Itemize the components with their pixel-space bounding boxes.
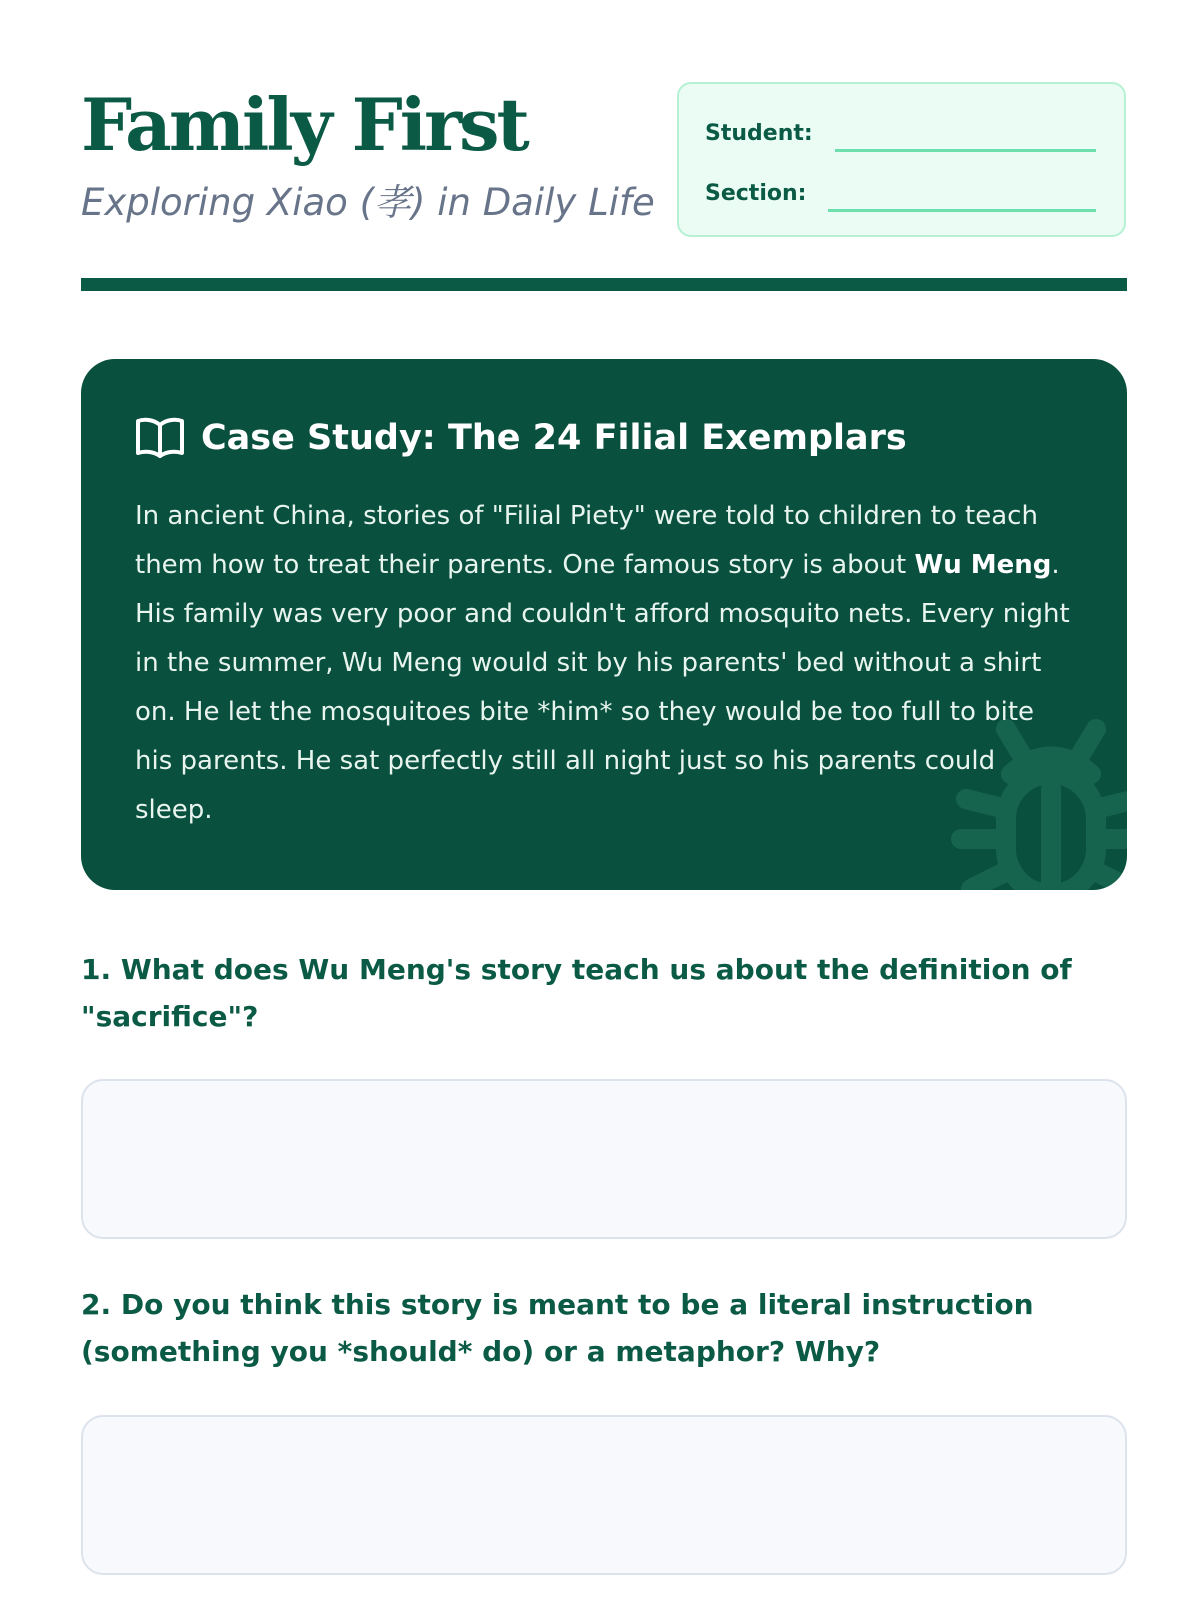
section-line[interactable]: [828, 209, 1096, 212]
header-divider: [81, 278, 1127, 291]
case-study-card: [81, 359, 1127, 890]
section-label: Section:: [705, 181, 807, 206]
student-label: Student:: [705, 121, 813, 146]
answer-box-2[interactable]: [81, 1415, 1127, 1575]
bug-icon: [951, 699, 1127, 890]
case-study-title: Case Study: The 24 Filial Exemplars: [201, 418, 907, 458]
case-text-part2: . His family was very poor and couldn't afford mosquito nets. Every night in the summer, Wu Meng would sit by his parents' bed without a shirt on. He let the mosquitoes bite *him* so they would be too full to bite his parents. He sat perfectly still all night just so his parents could sleep.: [135, 550, 1070, 825]
case-study-text: [135, 492, 1075, 835]
student-field: [705, 114, 1096, 154]
student-info-box: [677, 82, 1126, 237]
case-text-name: Wu Meng: [914, 550, 1052, 580]
question-1: 1. What does Wu Meng's story teach us about the definition of "sacrifice"?: [81, 953, 1072, 1033]
page-subtitle: Exploring Xiao (孝) in Daily Life: [81, 181, 655, 224]
case-study-header: [135, 416, 907, 460]
answer-box-1[interactable]: [81, 1079, 1127, 1239]
page-title: Family First: [81, 82, 527, 167]
book-open-icon: [135, 416, 185, 460]
question-2: 2. Do you think this story is meant to be a literal instruction (something you *should* do) or a metaphor? Why?: [81, 1288, 1034, 1368]
case-text-part1: In ancient China, stories of "Filial Piety" were told to children to teach them how to treat their parents. One famous story is about: [135, 501, 1038, 580]
section-field: [705, 174, 1096, 214]
student-name-line[interactable]: [835, 149, 1096, 152]
